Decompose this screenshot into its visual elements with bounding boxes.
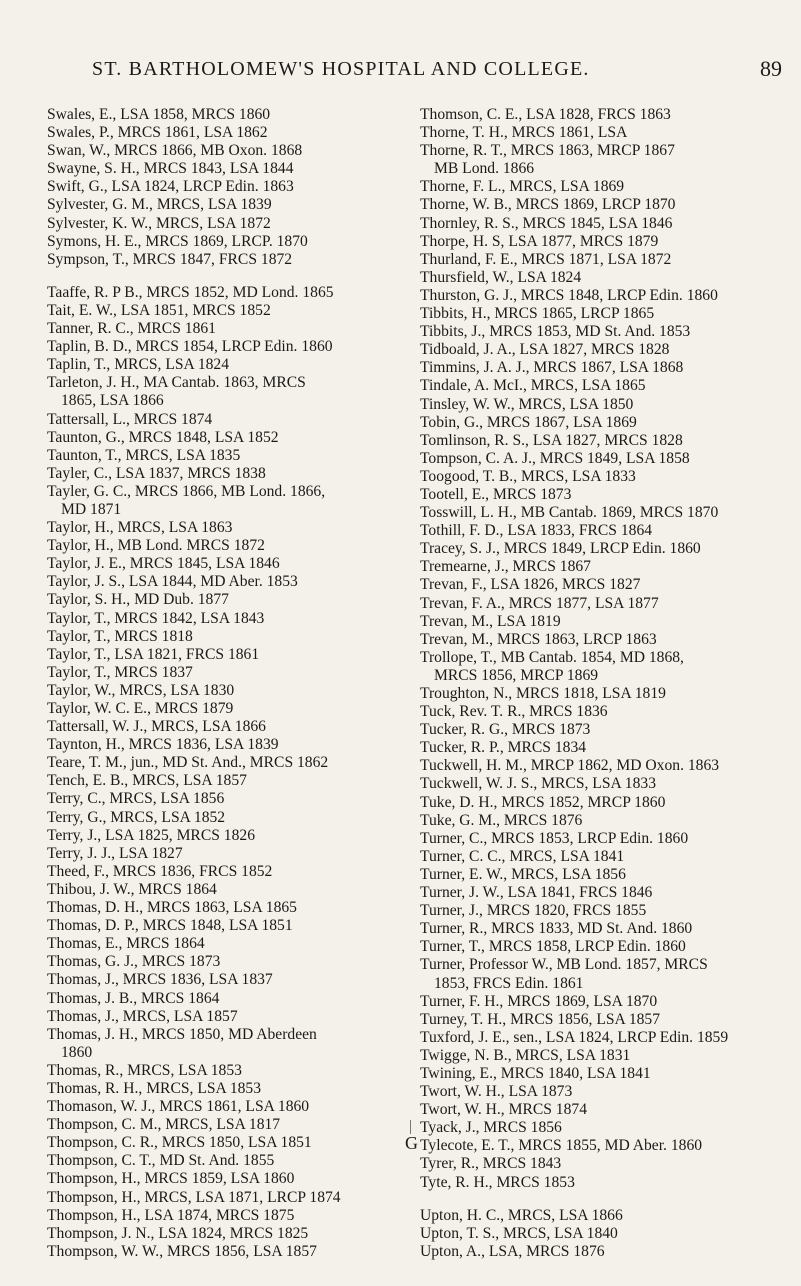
register-entry: Theed, F., MRCS 1836, FRCS 1852	[47, 862, 273, 880]
register-entry: Turner, J. W., LSA 1841, FRCS 1846	[420, 884, 653, 902]
register-entry: Timmins, J. A. J., MRCS 1867, LSA 1868	[420, 359, 684, 377]
register-entry: Swan, W., MRCS 1866, MB Oxon. 1868	[47, 142, 303, 160]
register-entry: Tucker, R. P., MRCS 1834	[420, 739, 587, 757]
register-entry: Tootell, E., MRCS 1873	[420, 485, 572, 503]
register-entry-continuation: MB Lond. 1866	[434, 160, 535, 178]
register-entry: Taunton, G., MRCS 1848, LSA 1852	[47, 428, 279, 446]
register-entry: Tidboald, J. A., LSA 1827, MRCS 1828	[420, 341, 670, 359]
register-entry: Terry, G., MRCS, LSA 1852	[47, 808, 226, 826]
register-entry: Thompson, C. T., MD St. And. 1855	[47, 1152, 275, 1170]
section-gap	[420, 1192, 775, 1207]
register-entry: Tuke, G. M., MRCS 1876	[420, 811, 583, 829]
register-entry: Tattersall, L., MRCS 1874	[47, 410, 213, 428]
register-entry: Tuckwell, W. J. S., MRCS, LSA 1833	[420, 775, 656, 793]
register-entry: Tarleton, J. H., MA Cantab. 1863, MRCS	[47, 374, 306, 392]
register-entry: Thomas, D. H., MRCS 1863, LSA 1865	[47, 899, 297, 917]
register-entry: Thompson, C. R., MRCS 1850, LSA 1851	[47, 1134, 312, 1152]
register-entry: Thornley, R. S., MRCS 1845, LSA 1846	[420, 214, 673, 232]
register-entry: Thomas, E., MRCS 1864	[47, 935, 205, 953]
register-entry: Tanner, R. C., MRCS 1861	[47, 320, 216, 338]
register-entry: Upton, H. C., MRCS, LSA 1866	[420, 1206, 623, 1224]
left-column	[47, 106, 407, 1261]
register-entry: Tuckwell, H. M., MRCP 1862, MD Oxon. 1863	[420, 757, 720, 775]
register-entry: Tattersall, W. J., MRCS, LSA 1866	[47, 718, 266, 736]
register-entry: Tait, E. W., LSA 1851, MRCS 1852	[47, 301, 271, 319]
signature-mark: G	[405, 1133, 418, 1153]
register-entry: Swales, P., MRCS 1861, LSA 1862	[47, 124, 268, 142]
register-entry: Swales, E., LSA 1858, MRCS 1860	[47, 106, 271, 123]
register-entry: Taylor, T., MRCS 1837	[47, 663, 193, 681]
register-entry: Tayler, C., LSA 1837, MRCS 1838	[47, 464, 266, 482]
right-column	[420, 106, 775, 1261]
register-entry: Tremearne, J., MRCS 1867	[420, 558, 591, 576]
register-entry: Sylvester, K. W., MRCS, LSA 1872	[47, 214, 271, 232]
register-entry: Upton, A., LSA, MRCS 1876	[420, 1242, 605, 1260]
register-entry: Taylor, S. H., MD Dub. 1877	[47, 591, 229, 609]
register-entry: Taylor, H., MRCS, LSA 1863	[47, 519, 233, 537]
register-entry: Tinsley, W. W., MRCS, LSA 1850	[420, 395, 634, 413]
register-entry: Symons, H. E., MRCS 1869, LRCP. 1870	[47, 232, 308, 250]
register-entry-continuation: MD 1871	[61, 500, 122, 518]
register-entry: Tomlinson, R. S., LSA 1827, MRCS 1828	[420, 431, 683, 449]
register-entry: Sympson, T., MRCS 1847, FRCS 1872	[47, 250, 293, 268]
register-entry: Tibbits, J., MRCS 1853, MD St. And. 1853	[420, 323, 691, 341]
register-entry: Taylor, W., MRCS, LSA 1830	[47, 681, 235, 699]
running-head: ST. BARTHOLOMEW'S HOSPITAL AND COLLEGE.	[92, 58, 590, 80]
register-entry: Thomas, D. P., MRCS 1848, LSA 1851	[47, 917, 293, 935]
register-entry: Taplin, T., MRCS, LSA 1824	[47, 356, 230, 374]
column-rule	[410, 1120, 411, 1134]
register-entry: Thompson, C. M., MRCS, LSA 1817	[47, 1116, 281, 1134]
register-entry: Sylvester, G. M., MRCS, LSA 1839	[47, 196, 272, 214]
register-entry: Thorne, F. L., MRCS, LSA 1869	[420, 178, 625, 196]
register-entry: Taunton, T., MRCS, LSA 1835	[47, 446, 241, 464]
register-entry: Tibbits, H., MRCS 1865, LRCP 1865	[420, 305, 655, 323]
register-entry: Turner, T., MRCS 1858, LRCP Edin. 1860	[420, 938, 686, 956]
register-entry: Tyack, J., MRCS 1856	[420, 1119, 562, 1137]
register-entry: Tuck, Rev. T. R., MRCS 1836	[420, 703, 608, 721]
register-entry: Taylor, W. C. E., MRCS 1879	[47, 700, 234, 717]
register-entry: Turner, J., MRCS 1820, FRCS 1855	[420, 902, 647, 920]
register-entry: Taylor, H., MB Lond. MRCS 1872	[47, 537, 265, 555]
register-entry: Thomason, W. J., MRCS 1861, LSA 1860	[47, 1098, 310, 1116]
register-entry-continuation: MRCS 1856, MRCP 1869	[434, 666, 599, 684]
register-entry: Tyte, R. H., MRCS 1853	[420, 1173, 575, 1191]
register-entry: Thomas, G. J., MRCS 1873	[47, 953, 221, 971]
register-entry: Troughton, N., MRCS 1818, LSA 1819	[420, 685, 666, 702]
register-entry: Thorne, R. T., MRCS 1863, MRCP 1867	[420, 142, 675, 160]
register-entry: Tracey, S. J., MRCS 1849, LRCP Edin. 1860	[420, 540, 701, 558]
register-entry: Taylor, T., MRCS 1842, LSA 1843	[47, 609, 265, 627]
section-gap	[47, 269, 407, 284]
register-entry: Thorpe, H. S, LSA 1877, MRCS 1879	[420, 232, 659, 250]
register-entry: Tindale, A. McI., MRCS, LSA 1865	[420, 377, 646, 395]
register-entry: Turner, C., MRCS 1853, LRCP Edin. 1860	[420, 829, 689, 847]
register-entry: Turner, F. H., MRCS 1869, LSA 1870	[420, 992, 658, 1010]
register-entry: Thomas, J., MRCS 1836, LSA 1837	[47, 971, 273, 989]
register-entry: Terry, C., MRCS, LSA 1856	[47, 790, 225, 808]
register-entry: Thomas, R., MRCS, LSA 1853	[47, 1061, 242, 1079]
register-entry: Thomas, R. H., MRCS, LSA 1853	[47, 1079, 262, 1097]
page-header	[92, 56, 782, 86]
register-entry: Taylor, J. E., MRCS 1845, LSA 1846	[47, 555, 280, 573]
register-entry: Tuxford, J. E., sen., LSA 1824, LRCP Edin. 1859	[420, 1028, 729, 1046]
register-entry: Twort, W. H., LSA 1873	[420, 1083, 573, 1101]
register-entry: Twort, W. H., MRCS 1874	[420, 1101, 587, 1119]
register-entry: Tucker, R. G., MRCS 1873	[420, 721, 591, 739]
register-entry: Taplin, B. D., MRCS 1854, LRCP Edin. 1860	[47, 338, 333, 356]
register-entry: Tosswill, L. H., MB Cantab. 1869, MRCS 1870	[420, 504, 719, 522]
register-entry: Thorne, W. B., MRCS 1869, LRCP 1870	[420, 196, 676, 214]
register-entry: Terry, J. J., LSA 1827	[47, 844, 183, 862]
register-entry: Trevan, M., MRCS 1863, LRCP 1863	[420, 630, 657, 648]
register-entry: Tench, E. B., MRCS, LSA 1857	[47, 772, 247, 790]
register-entry: Thompson, H., MRCS, LSA 1871, LRCP 1874	[47, 1188, 341, 1206]
register-entry: Tylecote, E. T., MRCS 1855, MD Aber. 1860	[420, 1137, 703, 1155]
register-entry-continuation: 1860	[61, 1043, 93, 1061]
register-entry-continuation: 1865, LSA 1866	[61, 392, 164, 410]
register-entry: Thomas, J. H., MRCS 1850, MD Aberdeen	[47, 1025, 317, 1043]
register-entry: Thurston, G. J., MRCS 1848, LRCP Edin. 1860	[420, 286, 718, 304]
register-entry: Terry, J., LSA 1825, MRCS 1826	[47, 826, 255, 844]
page-number: 89	[760, 56, 782, 81]
register-entry: Turner, Professor W., MB Lond. 1857, MRCS	[420, 956, 708, 974]
register-entry: Taylor, T., MRCS 1818	[47, 627, 193, 645]
register-entry: Thompson, H., LSA 1874, MRCS 1875	[47, 1206, 295, 1224]
register-entry: Turner, C. C., MRCS, LSA 1841	[420, 847, 625, 865]
register-entry: Trevan, F. A., MRCS 1877, LSA 1877	[420, 594, 659, 612]
register-entry: Trevan, F., LSA 1826, MRCS 1827	[420, 576, 641, 594]
register-entry: Turner, E. W., MRCS, LSA 1856	[420, 865, 626, 883]
register-entry: Taaffe, R. P B., MRCS 1852, MD Lond. 1865	[47, 283, 334, 301]
register-entry: Trevan, M., LSA 1819	[420, 612, 561, 630]
register-entry: Teare, T. M., jun., MD St. And., MRCS 1862	[47, 754, 329, 772]
register-entry: Thompson, J. N., LSA 1824, MRCS 1825	[47, 1224, 309, 1242]
register-entry: Twining, E., MRCS 1840, LSA 1841	[420, 1064, 651, 1082]
register-entry: Thompson, H., MRCS 1859, LSA 1860	[47, 1170, 295, 1188]
register-entry: Taylor, J. S., LSA 1844, MD Aber. 1853	[47, 573, 298, 591]
register-entry: Thorne, T. H., MRCS 1861, LSA	[420, 124, 628, 142]
register-entry: Thomson, C. E., LSA 1828, FRCS 1863	[420, 106, 671, 123]
register-entry: Toogood, T. B., MRCS, LSA 1833	[420, 467, 636, 485]
register-entry-continuation: 1853, FRCS Edin. 1861	[434, 974, 584, 992]
register-entry: Thomas, J., MRCS, LSA 1857	[47, 1007, 238, 1025]
register-entry: Swayne, S. H., MRCS 1843, LSA 1844	[47, 160, 294, 178]
register-entry: Taynton, H., MRCS 1836, LSA 1839	[47, 736, 279, 754]
register-entry: Tobin, G., MRCS 1867, LSA 1869	[420, 413, 637, 431]
register-entry: Thursfield, W., LSA 1824	[420, 268, 582, 286]
register-entry: Swift, G., LSA 1824, LRCP Edin. 1863	[47, 178, 294, 196]
register-entry: Tothill, F. D., LSA 1833, FRCS 1864	[420, 522, 653, 540]
register-entry: Tompson, C. A. J., MRCS 1849, LSA 1858	[420, 449, 690, 467]
register-entry: Thurland, F. E., MRCS 1871, LSA 1872	[420, 250, 672, 268]
register-entry: Tayler, G. C., MRCS 1866, MB Lond. 1866,	[47, 482, 326, 500]
register-entry: Twigge, N. B., MRCS, LSA 1831	[420, 1046, 631, 1064]
register-entry: Turney, T. H., MRCS 1856, LSA 1857	[420, 1010, 661, 1028]
register-entry: Thompson, W. W., MRCS 1856, LSA 1857	[47, 1242, 317, 1260]
register-entry: Thomas, J. B., MRCS 1864	[47, 989, 220, 1007]
register-entry: Taylor, T., LSA 1821, FRCS 1861	[47, 645, 260, 663]
register-entry: Turner, R., MRCS 1833, MD St. And. 1860	[420, 920, 693, 938]
register-entry: Thibou, J. W., MRCS 1864	[47, 880, 217, 898]
register-entry: Tyrer, R., MRCS 1843	[420, 1155, 562, 1173]
register-entry: Trollope, T., MB Cantab. 1854, MD 1868,	[420, 648, 684, 666]
register-entry: Upton, T. S., MRCS, LSA 1840	[420, 1224, 618, 1242]
register-entry: Tuke, D. H., MRCS 1852, MRCP 1860	[420, 793, 666, 811]
